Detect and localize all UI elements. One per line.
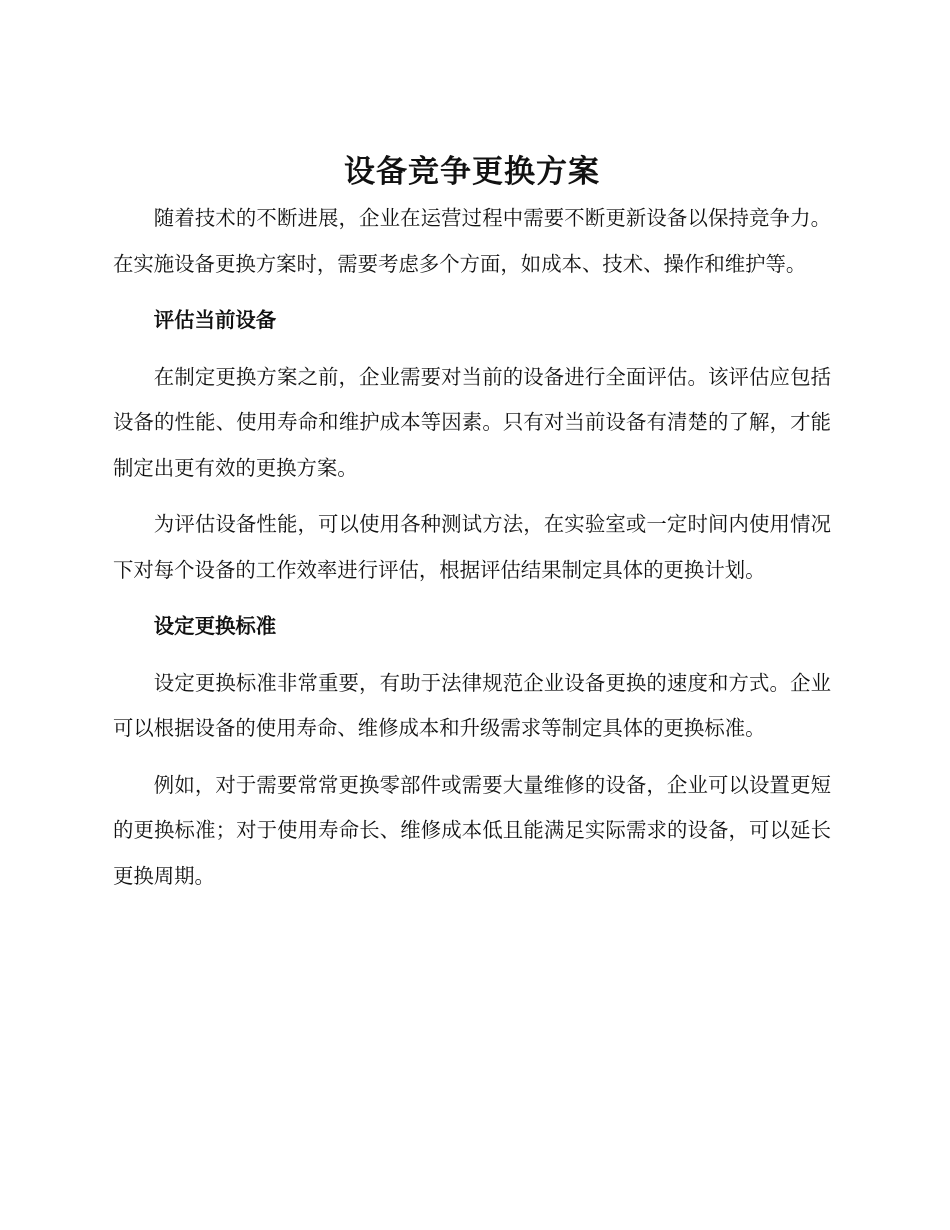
section-paragraph: 在制定更换方案之前，企业需要对当前的设备进行全面评估。该评估应包括设备的性能、使用寿命和维护成本等因素。只有对当前设备有清楚的了解，才能制定出更有效的更换方案。 — [113, 364, 831, 480]
document-page — [113, 150, 831, 910]
section-paragraph: 设定更换标准非常重要，有助于法律规范企业设备更换的速度和方式。企业可以根据设备的使用寿命、维修成本和升级需求等制定具体的更换标准。 — [113, 670, 831, 740]
section-heading-standard: 设定更换标准 — [153, 614, 277, 638]
section-paragraph: 为评估设备性能，可以使用各种测试方法，在实验室或一定时间内使用情况下对每个设备的工作效率进行评估，根据评估结果制定具体的更换计划。 — [113, 512, 831, 582]
section-paragraph: 例如，对于需要常常更换零部件或需要大量维修的设备，企业可以设置更短的更换标准；对于使用寿命长、维修成本低且能满足实际需求的设备，可以延长更换周期。 — [113, 772, 831, 888]
document-title: 设备竞争更换方案 — [344, 154, 600, 190]
intro-paragraph: 随着技术的不断进展，企业在运营过程中需要不断更新设备以保持竞争力。在实施设备更换方案时，需要考虑多个方面，如成本、技术、操作和维护等。 — [113, 206, 831, 276]
section-heading-evaluate: 评估当前设备 — [153, 308, 277, 332]
